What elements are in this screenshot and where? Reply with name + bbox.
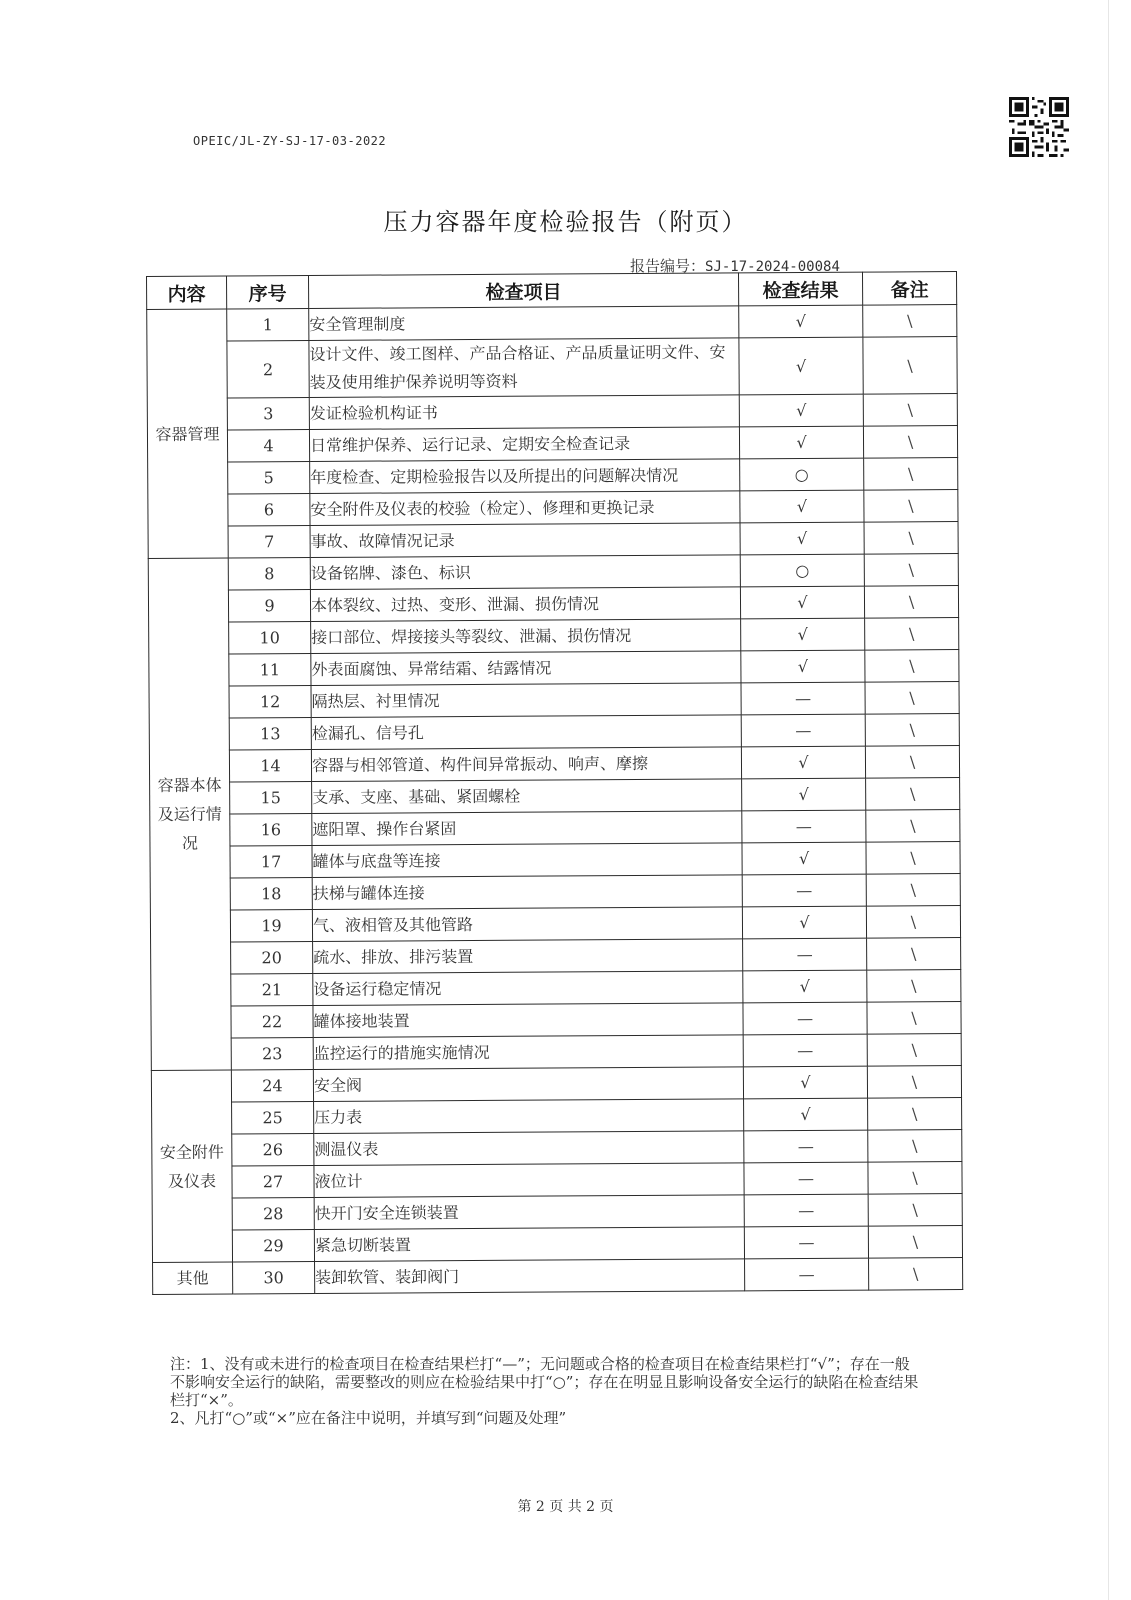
row-remark: \ [866,810,960,843]
row-result: √ [740,490,864,523]
row-item: 测温仪表 [314,1131,744,1166]
row-remark: \ [866,874,960,907]
row-result: √ [740,522,864,555]
category-safety-accessories: 安全附件及仪表 [151,1070,232,1262]
row-remark: \ [868,1130,962,1163]
row-result: — [743,1002,867,1035]
table-row [152,1226,962,1263]
category-vessel-body-operation: 容器本体及运行情况 [148,558,231,1070]
row-item: 隔热层、衬里情况 [311,683,741,718]
row-item: 发证检验机构证书 [309,395,739,430]
row-result: — [744,1226,868,1259]
row-seq: 10 [229,622,311,655]
row-result: — [741,682,865,715]
row-item: 遮阳罩、操作台紧固 [312,811,742,846]
row-seq: 26 [232,1133,314,1166]
category-other: 其他 [153,1262,233,1294]
row-seq: 6 [228,494,310,527]
table-row [148,458,958,495]
row-remark: \ [868,1194,962,1227]
table-row [148,554,958,591]
row-item: 接口部位、焊接接头等裂纹、泄漏、损伤情况 [311,619,741,654]
row-result: √ [742,778,866,811]
row-result: — [744,1162,868,1195]
row-item: 罐体与底盘等连接 [312,843,742,878]
row-result: √ [740,586,864,619]
row-seq: 4 [227,430,309,463]
row-seq: 30 [233,1261,315,1294]
row-seq: 21 [231,973,313,1006]
report-number-label: 报告编号： [630,257,706,275]
row-item: 本体裂纹、过热、变形、泄漏、损伤情况 [310,587,740,622]
row-remark: \ [865,682,959,715]
header-item: 检查项目 [309,273,739,309]
row-item: 支承、支座、基础、紧固螺栓 [312,779,742,814]
row-item: 监控运行的措施实施情况 [313,1035,743,1070]
table-row [149,746,959,783]
row-item: 压力表 [314,1099,744,1134]
row-item: 容器与相邻管道、构件间异常振动、响声、摩擦 [311,747,741,782]
row-remark: \ [866,842,960,875]
row-item: 扶梯与罐体连接 [312,875,742,910]
qr-code-icon [1009,97,1069,157]
row-remark: \ [863,305,957,338]
row-seq: 14 [229,749,311,782]
row-remark: \ [867,1066,961,1099]
row-seq: 2 [227,341,309,398]
row-seq: 1 [227,309,309,342]
table-row [148,490,958,527]
row-seq: 13 [229,717,311,750]
row-remark: \ [866,778,960,811]
row-result: √ [739,426,863,459]
row-item: 气、液相管及其他管路 [312,907,742,942]
row-remark: \ [865,746,959,779]
table-row [151,1034,961,1071]
row-item: 年度检查、定期检验报告以及所提出的问题解决情况 [310,459,740,494]
row-item: 检漏孔、信号孔 [311,715,741,750]
row-result: √ [742,906,866,939]
row-result: √ [743,970,867,1003]
table-row [150,810,960,847]
row-seq: 9 [228,590,310,623]
table-row [149,618,959,655]
row-remark: \ [868,1226,962,1259]
row-result: — [744,1130,868,1163]
row-result: √ [739,337,863,395]
row-result: — [744,1194,868,1227]
table-row [152,1162,962,1199]
row-remark: \ [863,426,957,459]
table-row [147,337,957,399]
row-result: √ [739,394,863,427]
report-number-value: SJ-17-2024-00084 [705,259,840,275]
row-item: 设备铭牌、漆色、标识 [310,555,740,590]
row-remark: \ [867,1002,961,1035]
scan-edge-line [1108,0,1109,1600]
row-remark: \ [863,394,957,427]
table-row [149,714,959,751]
row-remark: \ [865,618,959,651]
row-item: 设备运行稳定情况 [313,971,743,1006]
table-row [147,426,957,463]
row-seq: 8 [228,558,310,591]
header-result: 检查结果 [738,272,862,306]
row-item: 快开门安全连锁装置 [314,1195,744,1230]
row-remark: \ [868,1162,962,1195]
row-item: 日常维护保养、运行记录、定期安全检查记录 [309,427,739,462]
row-item: 事故、故障情况记录 [310,523,740,558]
row-seq: 3 [227,398,309,431]
row-seq: 22 [231,1005,313,1038]
table-row [148,586,958,623]
table-row [151,1066,961,1103]
table-row [152,1194,962,1231]
table-row [148,522,958,559]
table-row [150,778,960,815]
row-result: — [742,810,866,843]
row-remark: \ [864,490,958,523]
row-result: √ [744,1098,868,1131]
row-remark: \ [863,337,957,395]
row-seq: 27 [232,1165,314,1198]
row-item: 紧急切断装置 [314,1227,744,1262]
row-remark: \ [865,650,959,683]
row-result: — [743,938,867,971]
page-number: 第 2 页 共 2 页 [517,1499,614,1515]
row-item: 液位计 [314,1163,744,1198]
row-remark: \ [866,906,960,939]
note-2: 2、凡打“○”或“×”应在备注中说明，并填写到“问题及处理” [170,1409,567,1427]
row-result: ○ [740,554,864,587]
row-result: — [741,714,865,747]
document-code: OPEIC/JL-ZY-SJ-17-03-2022 [193,134,387,148]
row-seq: 24 [231,1069,313,1102]
row-remark: \ [868,1098,962,1131]
header-seq: 序号 [227,276,309,310]
row-remark: \ [864,522,958,555]
row-result: √ [739,305,863,338]
row-seq: 12 [229,685,311,718]
row-seq: 18 [230,877,312,910]
row-item: 安全阀 [313,1067,743,1102]
row-seq: 11 [229,654,311,687]
note-1: 注：1、没有或未进行的检查项目在检查结果栏打“—”；无问题或合格的检查项目在检查结果栏打“√”；存在一般不影响安全运行的缺陷，需要整改的则应在检验结果中打“○”；存在在明显且影响设备安全运行的缺陷在检查结果栏打“×”。 [170,1355,919,1409]
row-result: √ [741,650,865,683]
header-remark: 备注 [862,272,956,306]
row-remark: \ [864,586,958,619]
row-seq: 19 [230,909,312,942]
row-item: 安全附件及仪表的校验（检定）、修理和更换记录 [310,491,740,526]
row-seq: 20 [231,941,313,974]
table-row [150,842,960,879]
row-item: 外表面腐蚀、异常结霜、结露情况 [311,651,741,686]
row-result: — [745,1258,869,1291]
table-row [153,1258,963,1295]
table-header-row [147,272,957,310]
table-row [149,650,959,687]
row-remark: \ [864,554,958,587]
row-result: — [742,874,866,907]
row-seq: 23 [231,1037,313,1070]
row-item: 罐体接地装置 [313,1003,743,1038]
row-remark: \ [869,1258,963,1291]
page-title: 压力容器年度检验报告（附页） [383,208,748,236]
table-row [151,970,961,1007]
row-remark: \ [867,1034,961,1067]
row-result: ○ [740,458,864,491]
inspection-table [146,271,963,1295]
row-item: 疏水、排放、排污装置 [313,939,743,974]
row-seq: 7 [228,526,310,559]
row-seq: 25 [232,1101,314,1134]
row-remark: \ [865,714,959,747]
row-seq: 5 [228,462,310,495]
table-row [149,682,959,719]
row-remark: \ [867,938,961,971]
header-category: 内容 [147,276,227,309]
row-remark: \ [867,970,961,1003]
table-row [147,394,957,431]
notes-section [170,1355,920,1427]
row-item: 设计文件、竣工图样、产品合格证、产品质量证明文件、安装及使用维护保养说明等资料 [309,338,739,398]
table-row [152,1130,962,1167]
table-row [150,906,960,943]
table-row [151,938,961,975]
row-result: √ [741,746,865,779]
table-row [147,305,957,342]
row-item: 安全管理制度 [309,306,739,341]
row-seq: 28 [232,1197,314,1230]
table-row [151,1002,961,1039]
row-seq: 16 [230,813,312,846]
row-result: √ [742,842,866,875]
row-seq: 29 [232,1229,314,1262]
row-result: √ [741,618,865,651]
table-row [152,1098,962,1135]
row-item: 装卸软管、装卸阀门 [315,1259,745,1294]
row-result: — [743,1034,867,1067]
row-seq: 17 [230,845,312,878]
category-vessel-management: 容器管理 [147,309,229,558]
row-seq: 15 [230,781,312,814]
row-remark: \ [864,458,958,491]
row-result: √ [743,1066,867,1099]
table-row [150,874,960,911]
